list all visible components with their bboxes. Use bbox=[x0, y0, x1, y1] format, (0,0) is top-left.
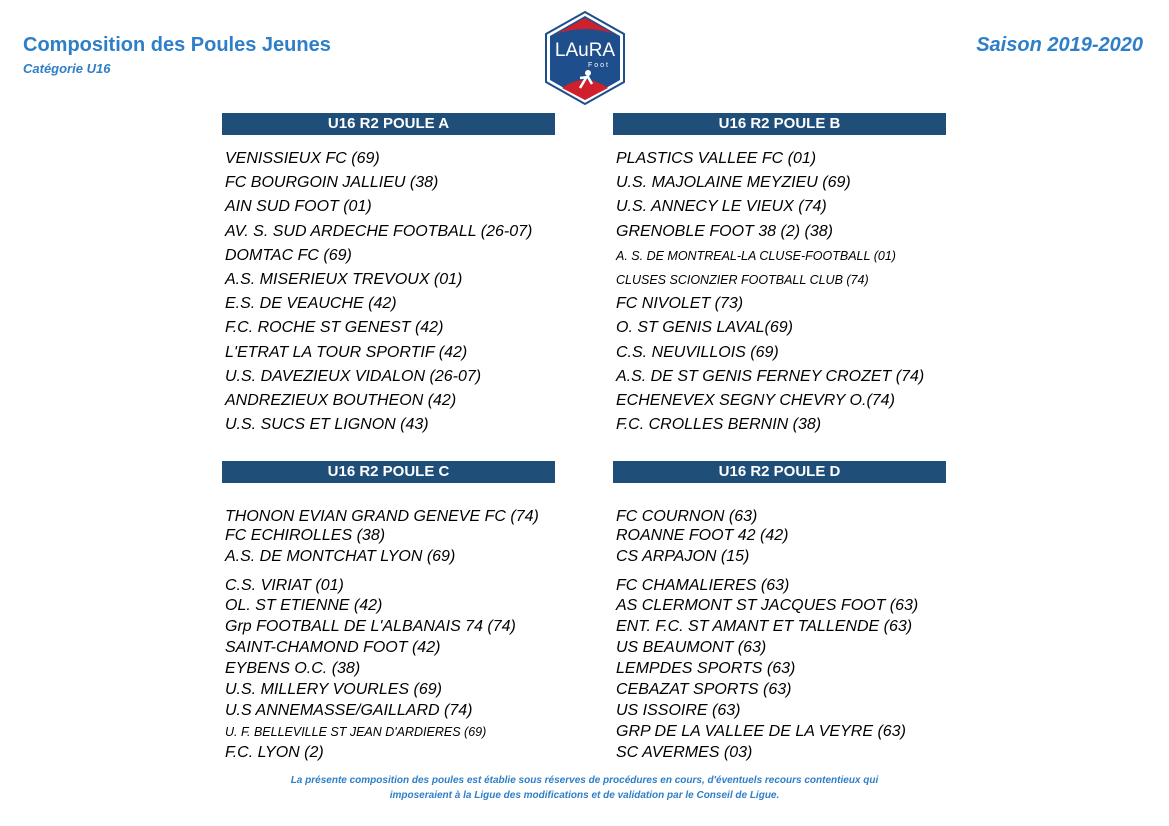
team-entry: THONON EVIAN GRAND GENEVE FC (74) bbox=[225, 508, 539, 525]
team-entry: VENISSIEUX FC (69) bbox=[225, 150, 380, 167]
team-entry: GRP DE LA VALLEE DE LA VEYRE (63) bbox=[616, 723, 906, 740]
team-entry: CLUSES SCIONZIER FOOTBALL CLUB (74) bbox=[616, 273, 869, 287]
team-entry: L'ETRAT LA TOUR SPORTIF (42) bbox=[225, 343, 468, 361]
poule-header: U16 R2 POULE B bbox=[613, 113, 946, 135]
team-entry: F.C. ROCHE ST GENEST (42) bbox=[225, 319, 444, 337]
team-entry: LEMPDES SPORTS (63) bbox=[616, 660, 796, 677]
team-entry: C.S. VIRIAT (01) bbox=[225, 577, 344, 594]
team-entry: OL. ST ETIENNE (42) bbox=[225, 597, 383, 614]
team-entry: F.C. CROLLES BERNIN (38) bbox=[616, 416, 822, 434]
team-entry: A.S. MISERIEUX TREVOUX (01) bbox=[225, 271, 463, 288]
team-entry: U. F. BELLEVILLE ST JEAN D'ARDIERES (69) bbox=[225, 725, 487, 739]
team-entry: CEBAZAT SPORTS (63) bbox=[616, 681, 792, 698]
team-entry: A.S. DE MONTCHAT LYON (69) bbox=[225, 548, 456, 565]
team-entry: FC NIVOLET (73) bbox=[616, 295, 744, 313]
laura-foot-logo bbox=[544, 10, 626, 106]
team-entry: F.C. LYON (2) bbox=[225, 744, 324, 761]
poule-header: U16 R2 POULE A bbox=[222, 113, 555, 135]
team-entry: U.S. DAVEZIEUX VIDALON (26-07) bbox=[225, 367, 482, 385]
svg-text:LAuRA: LAuRA bbox=[554, 40, 616, 61]
team-entry: FC COURNON (63) bbox=[616, 508, 758, 525]
team-entry: FC BOURGOIN JALLIEU (38) bbox=[225, 174, 439, 192]
team-entry: CS ARPAJON (15) bbox=[616, 548, 750, 565]
disclaimer-line-1: La présente composition des poules est établie sous réserves de procédures en cours, d'éventuels recours contentieux qui bbox=[290, 775, 879, 786]
team-entry: A.S. DE ST GENIS FERNEY CROZET (74) bbox=[616, 367, 925, 385]
disclaimer-line-2: imposeraient à la Ligue des modifications et de validation par le Conseil de Ligue. bbox=[389, 790, 780, 801]
team-entry: GRENOBLE FOOT 38 (2) (38) bbox=[616, 222, 833, 240]
team-entry: US ISSOIRE (63) bbox=[616, 702, 741, 719]
team-entry: ENT. F.C. ST AMANT ET TALLENDE (63) bbox=[616, 618, 913, 635]
team-entry: ROANNE FOOT 42 (42) bbox=[616, 527, 789, 544]
season-label: Saison 2019-2020 bbox=[976, 34, 1143, 56]
team-entry: U.S. MILLERY VOURLES (69) bbox=[225, 681, 442, 698]
team-entry: FC CHAMALIERES (63) bbox=[616, 577, 790, 594]
team-entry: Grp FOOTBALL DE L'ALBANAIS 74 (74) bbox=[225, 618, 516, 635]
team-entry: DOMTAC FC (69) bbox=[225, 246, 352, 264]
svg-text:Foot: Foot bbox=[587, 62, 611, 69]
team-entry: PLASTICS VALLEE FC (01) bbox=[616, 150, 817, 167]
team-entry: E.S. DE VEAUCHE (42) bbox=[225, 295, 397, 313]
team-entry: ANDREZIEUX BOUTHEON (42) bbox=[225, 392, 457, 409]
page-title: Composition des Poules Jeunes bbox=[23, 34, 331, 56]
team-entry: U.S. ANNECY LE VIEUX (74) bbox=[616, 198, 827, 216]
team-entry: A. S. DE MONTREAL-LA CLUSE-FOOTBALL (01) bbox=[616, 248, 896, 263]
team-entry: SAINT-CHAMOND FOOT (42) bbox=[225, 639, 441, 656]
team-entry: ECHENEVEX SEGNY CHEVRY O.(74) bbox=[616, 392, 895, 409]
category-label: Catégorie U16 bbox=[23, 61, 111, 76]
team-entry: O. ST GENIS LAVAL(69) bbox=[616, 319, 793, 337]
poule-header: U16 R2 POULE D bbox=[613, 461, 946, 483]
team-entry: AS CLERMONT ST JACQUES FOOT (63) bbox=[616, 597, 919, 614]
team-entry: AV. S. SUD ARDECHE FOOTBALL (26-07) bbox=[225, 222, 533, 240]
team-entry: U.S. SUCS ET LIGNON (43) bbox=[225, 416, 429, 434]
team-entry: FC ECHIROLLES (38) bbox=[225, 527, 386, 544]
poule-header: U16 R2 POULE C bbox=[222, 461, 555, 483]
team-entry: C.S. NEUVILLOIS (69) bbox=[616, 343, 779, 361]
team-entry: U.S. MAJOLAINE MEYZIEU (69) bbox=[616, 174, 851, 192]
team-entry: U.S ANNEMASSE/GAILLARD (74) bbox=[225, 702, 473, 719]
team-entry: US BEAUMONT (63) bbox=[616, 639, 767, 656]
team-entry: AIN SUD FOOT (01) bbox=[225, 198, 372, 216]
team-entry: SC AVERMES (03) bbox=[616, 744, 753, 761]
team-entry: EYBENS O.C. (38) bbox=[225, 660, 361, 677]
